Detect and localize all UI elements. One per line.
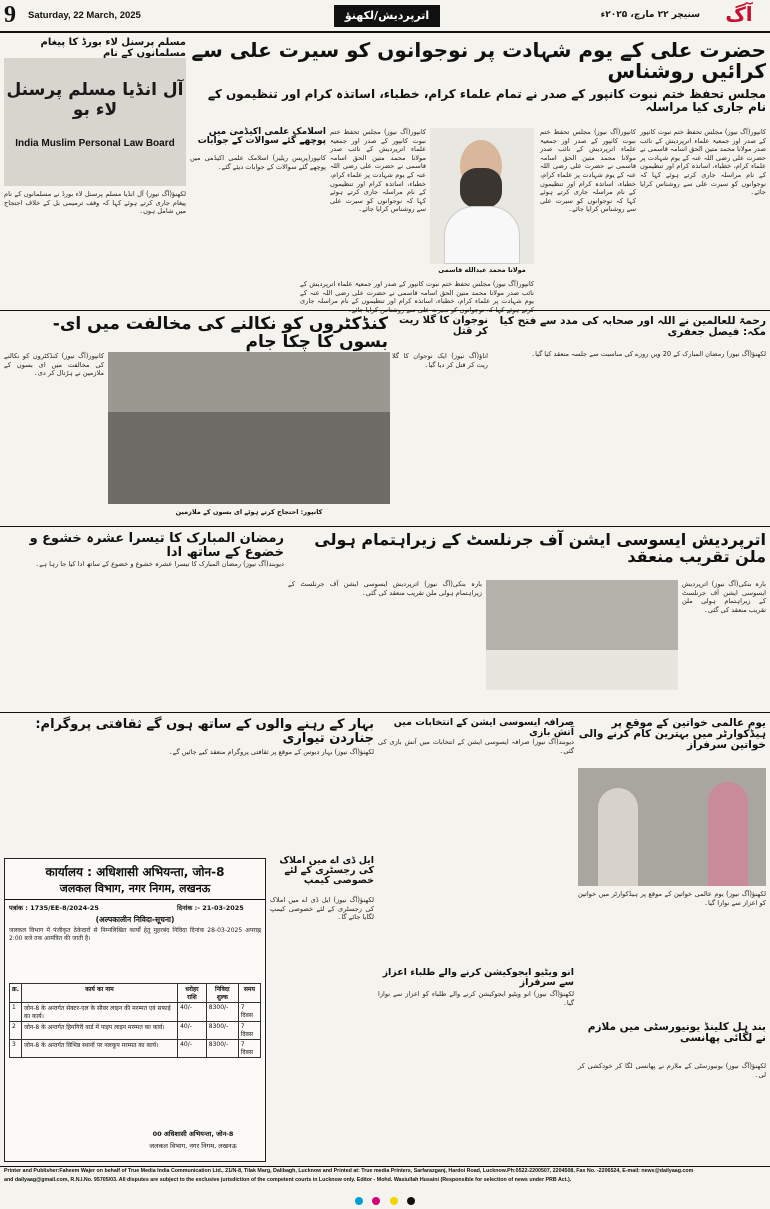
aimplb-banner-en: India Muslim Personal Law Board — [15, 138, 175, 149]
lead-text-col4: کانپور(آگ نیوز) مجلس تحفظ ختم نبوت کانپور کے صدر اور جمعیۃ علماء اترپردیش کے نائب صدر مولانا محمد متین الحق اسامہ قاسمی نے حضرت علی رضی اللہ عنہ کے یوم شہادت پر علماء کرام، خطباء، اساتذہ کرام اور تنظیموں کے نام مراسلہ جاری — [300, 280, 534, 306]
holi-headline: اترپردیش ایسوسی ایشن آف جرنلسٹ کے زیراہتمام ہولی ملن تقریب منعقد — [314, 530, 766, 566]
tender-sig-dept: जलकल विभाग, नगर निगम, लखनऊ — [149, 1142, 237, 1150]
tender-office: कार्यालय : अधिशासी अभियन्ता, जोन-8 — [45, 865, 225, 879]
tender-table-header — [10, 984, 261, 1003]
youth-headline: نوجوان کا گلا ریت کر قتل — [399, 315, 488, 337]
aimplb-text: لکھنؤ(آگ نیوز) آل انڈیا مسلم پرسنل لاء بورڈ نے مسلمانوں کے نام پیغام جاری کرتے ہوئے کہا کہ وقف ترمیمی بل کے خلاف احتجاج میں شامل ہوں۔ — [4, 190, 186, 216]
academy-headline: اسلامک علمی اکیڈمی میں پوچھے گئے سوالات کے جوابات — [197, 127, 326, 147]
registration-marks — [300, 1190, 470, 1200]
tender-dept: जलकल विभाग, नगर निगम, लखनऊ — [59, 882, 211, 895]
innovative-text: لکھنؤ(آگ نیوز) انو ویٹیو ایجوکیشن کرنے والے طلباء کو اعزاز سے نوازا گیا۔ — [378, 990, 574, 1007]
footer-line-2: and dailyaag@gmail.com, R.N.I.No. 95705/03. All disputes are subject to the exclusive jurisdiction of the competent courts in Lucknow only. Editor - Mohd. Wasiullah Husaini (Responsible for selection of news under PRB Act.). — [4, 1177, 572, 1183]
tender-th-fee: निविदा शुल्क — [206, 984, 238, 1003]
rule-3 — [0, 712, 770, 713]
suicide-text: لکھنؤ(آگ نیوز) یونیورسٹی کے ملازم نے پھانسی لگا کر خودکشی کر لی۔ — [578, 1062, 766, 1079]
crowd-shape — [108, 412, 390, 504]
table-row — [10, 1022, 261, 1040]
aimplb-headline: مسلم پرسنل لاء بورڈ کا پیغام مسلمانوں کے نام — [40, 37, 186, 59]
table-cell: 40/- — [178, 1003, 207, 1022]
holi-table-shape — [486, 650, 678, 690]
portrait-body — [444, 206, 520, 264]
conductors-headline: کنڈکٹروں کو نکالنے کی مخالفت میں ای-بسوں کا چکا جام — [52, 314, 388, 352]
jewellers-text: دیوبند(آگ نیوز) صرافہ ایسوسی ایشن کے انتخابات میں آتش بازی کی گئی۔ — [378, 738, 574, 755]
rahmatulil-headline: رحمۃ للعالمین نے اللہ اور صحابہ کی مدد سے فتح کیا مکہ: فیصل جعفری — [499, 315, 766, 339]
conductors-caption: کانپور: احتجاج کرتے ہوئے ای بسوں کے ملازمین — [175, 508, 323, 516]
rahmatulil-text: لکھنؤ(آگ نیوز) رمضان المبارک کے 20 ویں روزے کی مناسبت سے جلسہ منعقد کیا گیا۔ — [531, 350, 766, 358]
table-cell: 3 — [10, 1040, 22, 1058]
rule-2 — [0, 526, 770, 527]
tender-notice — [4, 858, 266, 1162]
ramadan-text: دیوبند(آگ نیوز) رمضان المبارک کا تیسرا عشرہ خشوع و خضوع کے ساتھ ادا کیا جا رہا ہے۔ — [35, 560, 284, 568]
table-cell: 8300/- — [206, 1040, 238, 1058]
women-figure-2 — [708, 782, 748, 886]
table-row — [10, 1040, 261, 1058]
table-cell: 1 — [10, 1003, 22, 1022]
masthead — [0, 0, 770, 34]
rule-1 — [0, 310, 770, 311]
aimplb-banner-photo — [4, 58, 186, 186]
women-figure — [598, 788, 638, 886]
reg-mark-magenta — [372, 1197, 380, 1205]
table-cell: 7 दिवस — [238, 1040, 260, 1058]
women-text: لکھنؤ(آگ نیوز) یوم عالمی خواتین کے موقع پر ہیڈکوارٹر میں خواتین کو اعزاز سے نوازا گیا۔ — [578, 890, 766, 907]
academy-text: کانپور(پریس ریلیز) اسلامک علمی اکیڈمی میں پوچھے گئے سوالات کے جوابات دیئے گئے۔ — [190, 154, 326, 171]
tender-table — [9, 983, 261, 1058]
table-cell: 8300/- — [206, 1022, 238, 1040]
holi-text-right: بارہ بنکی(آگ نیوز) اترپردیش ایسوسی ایشن آف جرنلسٹ کے زیراہتمام ہولی ملن تقریب منعقد کی گئی۔ — [682, 580, 766, 614]
footer-rule — [0, 1166, 770, 1167]
masthead-rule — [0, 31, 770, 33]
youth-text: اناؤ(آگ نیوز) ایک نوجوان کا گلا ریت کر قتل کر دیا گیا۔ — [392, 352, 488, 369]
women-headline: یوم عالمی خواتین کے موقع پر ہیڈکوارٹر میں بہترین کام کرنے والی خواتین سرفراز — [578, 717, 766, 752]
table-cell: जोन-8 के अन्तर्गत विभिन्न स्थानों पर नलकूप मरम्मत का कार्य। — [21, 1040, 177, 1058]
lead-text-col3: کانپور(آگ نیوز) مجلس تحفظ ختم نبوت کانپور کے صدر اور جمعیۃ علماء اترپردیش کے نائب صدر مولانا محمد متین الحق اسامہ قاسمی نے حضرت علی رضی اللہ عنہ کے یوم شہادت پر علماء کرام، خطباء، اساتذہ کرام اور تنظیموں کے نام مراسلہ جاری کرتے ہوئے کہا کہ نوجوانوں کو سیرت علی سے روشناس کرایا جائے۔ — [330, 128, 426, 214]
ramadan-headline: رمضان المبارک کا تیسرا عشرہ خشوع و خضوع کے ساتھ ادا — [29, 531, 284, 560]
footer-line-1: Printer and Publisher:Faheem Wajer on behalf of True Media India Communication Ltd., 21/N-8, Tilak Marg, Dalibagh, Lucknow and Printed at: True media Printers, Sarfarazganj, Hardoi Road, Lucknow.Ph:0522-2200507, 2204508, Fax No. -2206524, E-mail: news@dailyaag.com — [4, 1168, 694, 1174]
page-number: 9 — [4, 2, 16, 28]
ldd-text: لکھنؤ(آگ نیوز) ایل ڈی اے میں املاک کی رجسٹری کے لئے خصوصی کیمپ لگایا جائے گا۔ — [270, 896, 374, 922]
tender-th-work: कार्य का नाम — [21, 984, 177, 1003]
tender-intro: जलकल विभाग में पंजीकृत ठेकेदारों से निम्नलिखित कार्यों हेतु मुहरबंद निविदा दिनांक 28-03-2025 अपराह्न 2:00 बजे तक आमंत्रित की जाती है। — [9, 927, 261, 942]
women-photo — [578, 768, 766, 886]
suicide-headline: بند ہل کلینڈ یونیورسٹی میں ملازم نے لگائی پھانسی — [587, 1021, 766, 1045]
lead-photo-caption: مولانا محمد عبدالله قاسمی — [438, 266, 526, 274]
lead-subhead: مجلس تحفظ ختم نبوت کانپور کے صدر نے تمام علماء کرام، خطباء، اساتذہ کرام اور تنظیموں کے نام جاری کیا مراسلہ — [207, 87, 766, 114]
table-row — [10, 1003, 261, 1022]
tender-signature: 00 अधिशासी अभियन्ता, जोन-8 — [152, 1130, 234, 1138]
tender-title: (अल्पकालीन निविदा-सूचना) — [95, 915, 175, 924]
jewellers-headline: صرافہ ایسوسی ایشن کے انتخابات میں آتش بازی — [393, 717, 574, 738]
innovative-headline: انو ویٹیو ایجوکیشن کرنے والے طلباء اعزاز سے سرفراز — [382, 967, 574, 988]
conductors-text: کانپور(آگ نیوز) کنڈکٹروں کو نکالنے کی مخالفت میں ای بسوں کے ملازمین نے ہڑتال کر دی۔ — [4, 352, 104, 378]
tiwari-headline: بہار کے رہنے والوں کے ساتھ ہوں گے ثقافتی پروگرام: جناردن تیواری — [35, 717, 374, 746]
tender-ref: पत्रांक : 1735/EE-8/2024-25 — [9, 904, 99, 912]
lead-photo — [430, 128, 534, 264]
holi-text-left: بارہ بنکی(آگ نیوز) اترپردیش ایسوسی ایشن آف جرنلسٹ کے زیراہتمام ہولی ملن تقریب منعقد کی گئی۔ — [288, 580, 482, 597]
date-english: Saturday, 22 March, 2025 — [28, 10, 141, 21]
holi-photo — [486, 580, 678, 690]
table-cell: 8300/- — [206, 1003, 238, 1022]
tender-rule — [5, 899, 265, 900]
table-cell: जोन-8 के अन्तर्गत हिमगिरी वार्ड में पाइप लाइन मरम्मत का कार्य। — [21, 1022, 177, 1040]
table-cell: 40/- — [178, 1040, 207, 1058]
aimplb-banner-urdu: آل انڈیا مسلم پرسنل لاء بو — [6, 80, 184, 120]
tender-date: दिनांक :- 21-03-2025 — [177, 904, 244, 912]
tender-th-sr: क्र. — [10, 984, 22, 1003]
tender-table-wrap — [9, 983, 261, 1058]
tiwari-text: لکھنؤ(آگ نیوز) بہار دیوس کے موقع پر ثقافتی پروگرام منعقد کیے جائیں گے۔ — [168, 748, 374, 756]
table-cell: 2 — [10, 1022, 22, 1040]
table-cell: 7 दिवस — [238, 1022, 260, 1040]
reg-mark-black — [407, 1197, 415, 1205]
table-cell: जोन-8 के अन्तर्गत सेक्टर-एल के सीवर लाइन की मरम्मत एवं सफाई का कार्य। — [21, 1003, 177, 1022]
tender-th-deposit: धरोहर राशि — [178, 984, 207, 1003]
ldd-headline: ایل ڈی اے میں املاک کی رجسٹری کے لئے خصوصی کیمپ — [279, 855, 374, 886]
tender-th-time: समय — [238, 984, 260, 1003]
section-label: اترپردیش/لکھنؤ — [334, 5, 440, 27]
portrait-beard — [460, 168, 502, 208]
table-cell: 7 दिवस — [238, 1003, 260, 1022]
date-urdu: سنیچر ۲۲ مارچ، ۲۰۲۵ء — [600, 10, 700, 20]
logo: آگ — [725, 2, 753, 26]
lead-text-col2: کانپور(آگ نیوز) مجلس تحفظ ختم نبوت کانپور کے صدر اور جمعیۃ علماء اترپردیش کے نائب صدر مولانا محمد متین الحق اسامہ قاسمی نے حضرت علی رضی اللہ عنہ کے یوم شہادت پر علماء کرام، خطباء، اساتذہ کرام اور تنظیموں کے نام مراسلہ جاری کرتے ہوئے کہا کہ نوجوانوں کو سیرت علی سے روشناس کرایا جائے۔ — [540, 128, 636, 214]
lead-text-col1: کانپور(آگ نیوز) مجلس تحفظ ختم نبوت کانپور کے صدر اور جمعیۃ علماء اترپردیش کے نائب صدر مولانا محمد متین الحق اسامہ قاسمی نے حضرت علی رضی اللہ عنہ کے یوم شہادت پر علماء کرام، خطباء، اساتذہ کرام اور تنظیموں کے نام مراسلہ جاری کرتے ہوئے کہا کہ نوجوانوں کو سیرت علی سے روشناس کرایا جائے۔ — [640, 128, 766, 197]
reg-mark-yellow — [390, 1197, 398, 1205]
lead-headline: حضرت علی کے یوم شہادت پر نوجوانوں کو سیرت علی سے کرائیں روشناس — [191, 38, 766, 83]
conductors-photo — [108, 352, 390, 504]
table-cell: 40/- — [178, 1022, 207, 1040]
reg-mark-cyan — [355, 1197, 363, 1205]
